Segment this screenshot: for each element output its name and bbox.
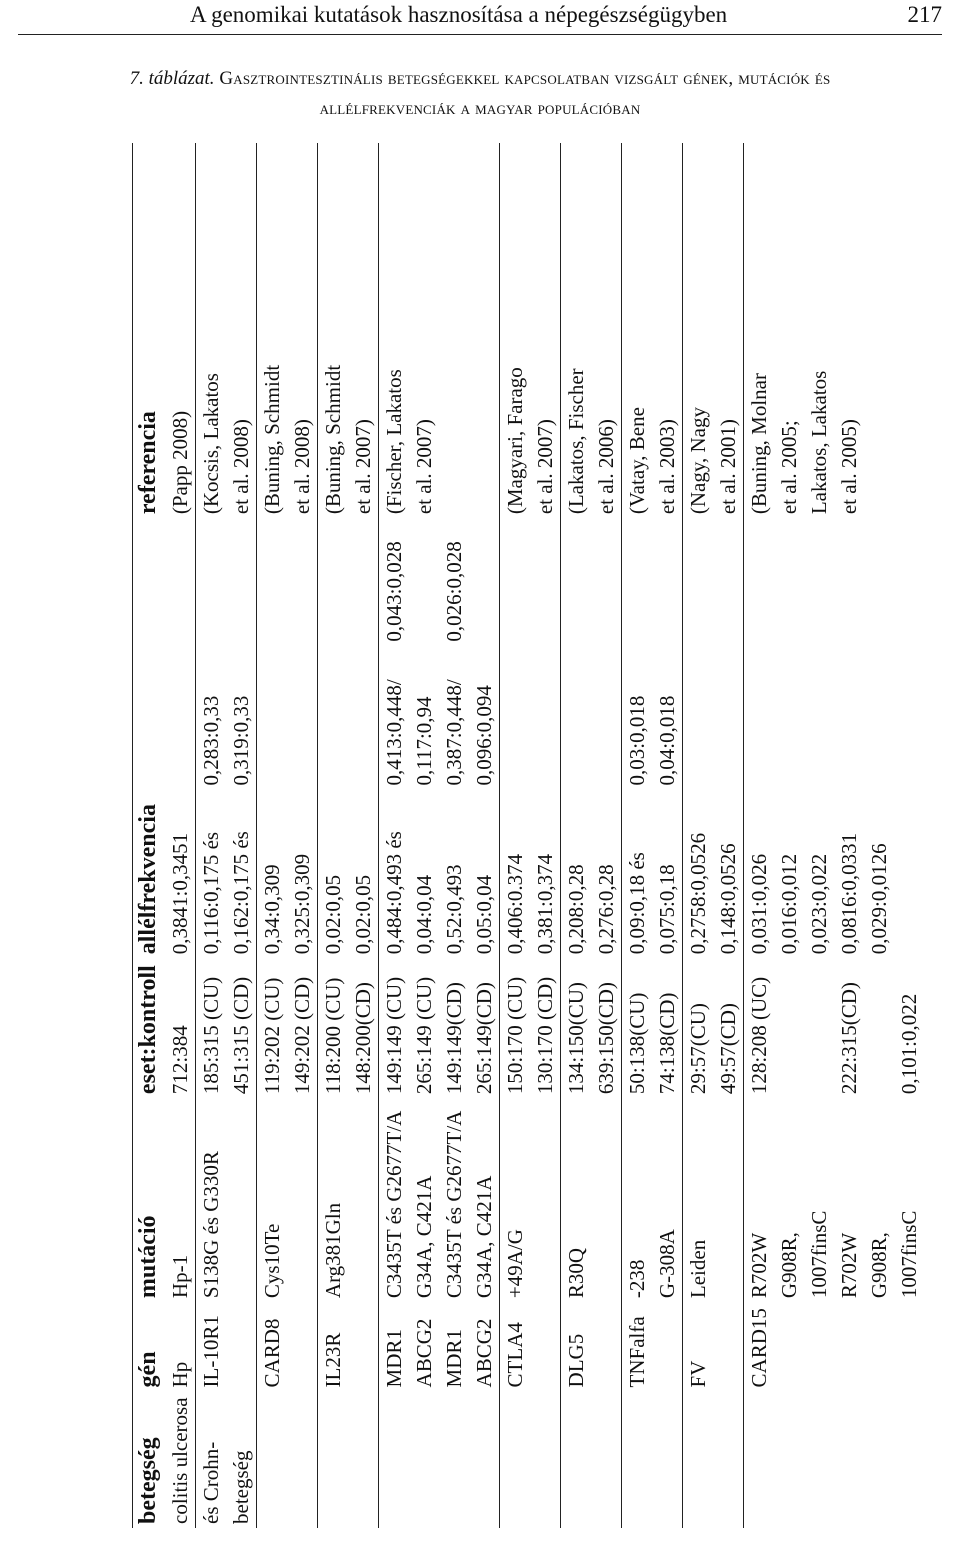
cell-text: 128:208 (UC) — [747, 976, 771, 1095]
cell-eset — [379, 958, 500, 1098]
cell-af2 — [165, 646, 196, 790]
table-row — [500, 143, 561, 1528]
cell-text: G908R, — [777, 1232, 801, 1299]
cell-text: 222:315(CD) — [837, 982, 861, 1095]
cell-eset — [683, 958, 744, 1098]
cell-af3 — [379, 518, 500, 645]
cell-text: (Nagy, Nagy — [686, 407, 710, 515]
caption-text-1: Gasztrointesztinális betegségekkel kapcsolatban vizsgált gének, mutációk és — [219, 68, 831, 89]
cell-ref — [165, 143, 196, 518]
cell-ref — [257, 143, 318, 518]
cell-af3 — [622, 518, 683, 645]
cell-af3 — [196, 518, 257, 645]
cell-eset — [744, 958, 925, 1098]
cell-text: (Magyari, Farago — [503, 367, 527, 515]
cell-betegseg — [379, 1391, 500, 1528]
cell-text: 0,023:0,022 — [807, 853, 831, 955]
cell-text: (Buning, Schmidt — [321, 364, 345, 515]
table-caption — [0, 64, 960, 124]
cell-text: 0,413:0,448/ — [382, 679, 406, 786]
cell-mutacio — [165, 1098, 196, 1302]
cell-text: 0,03:0,018 — [625, 695, 649, 786]
cell-text: (Vatay, Bene — [625, 407, 649, 515]
cell-text: G34A, C421A — [412, 1175, 436, 1299]
cell-text: 0,05:0,04 — [472, 874, 496, 955]
cell-text: et al. 2005) — [837, 419, 861, 515]
cell-text: 0,208:0,28 — [564, 864, 588, 955]
cell-text: R30Q — [564, 1247, 588, 1299]
cell-text: G908R, — [867, 1232, 891, 1299]
caption-text-2: allélfrekvenciák a magyar populációban — [319, 98, 641, 119]
cell-betegseg — [622, 1391, 683, 1528]
cell-text: IL-10R1 — [199, 1315, 223, 1388]
cell-text: 0,283:0,33 — [199, 695, 223, 786]
cell-text: 29:57(CU) — [686, 1003, 710, 1095]
cell-af2 — [744, 646, 925, 790]
cell-af1 — [744, 790, 925, 959]
cell-betegseg — [683, 1391, 744, 1528]
cell-text: ABCG2 — [412, 1318, 436, 1388]
cell-text — [469, 524, 499, 641]
cell-text: (Buning, Schmidt — [260, 364, 284, 515]
cell-text: Leiden — [686, 1239, 710, 1299]
cell-text: 0,02:0,05 — [321, 874, 345, 955]
cell-ref — [622, 143, 683, 518]
cell-text: 0,043:0,028 — [382, 541, 406, 642]
cell-text: 0,031:0,026 — [747, 853, 771, 955]
cell-text: S138G és G330R — [199, 1151, 223, 1299]
cell-text: colitis ulcerosa — [168, 1397, 192, 1524]
header-referencia: referencia — [135, 411, 161, 515]
header-empty-1 — [133, 646, 166, 790]
header-empty-2 — [133, 518, 166, 645]
cell-text: 639:150(CD) — [594, 982, 618, 1095]
cell-text: 0,162:0,175 és — [229, 831, 253, 955]
cell-text: et al. 2008) — [229, 419, 253, 515]
cell-text — [894, 796, 924, 955]
cell-text: 0,016:0,012 — [777, 853, 801, 955]
cell-mutacio — [379, 1098, 500, 1302]
cell-text: R702W — [747, 1232, 771, 1299]
cell-betegseg — [257, 1391, 318, 1528]
cell-eset — [622, 958, 683, 1098]
cell-text: 0,026:0,028 — [442, 541, 466, 642]
rotated-table-wrapper — [132, 143, 921, 1528]
cell-eset — [196, 958, 257, 1098]
cell-gen — [561, 1302, 622, 1391]
table-row — [379, 143, 500, 1528]
cell-mutacio — [744, 1098, 925, 1302]
cell-text: 74:138(CD) — [655, 992, 679, 1095]
cell-text: G34A, C421A — [472, 1175, 496, 1299]
cell-af2 — [379, 646, 500, 790]
cell-gen — [196, 1302, 257, 1391]
table-row — [683, 143, 744, 1528]
cell-text — [409, 524, 439, 641]
cell-text: 1007finsC — [897, 1210, 921, 1299]
table-row — [165, 143, 196, 1528]
cell-text: TNFalfa — [625, 1316, 649, 1388]
data-table — [132, 143, 924, 1528]
cell-gen — [622, 1302, 683, 1391]
cell-af3 — [500, 518, 561, 645]
cell-betegseg — [165, 1391, 196, 1528]
running-title: A genomikai kutatások hasznosítása a népegészségügyben — [190, 2, 728, 27]
cell-mutacio — [196, 1098, 257, 1302]
cell-gen — [379, 1302, 500, 1391]
header-eset-kontroll: eset:kontroll — [135, 965, 161, 1095]
table-row — [622, 143, 683, 1528]
cell-text: 0,3841:0,3451 — [168, 832, 192, 955]
cell-text: 134:150(CU) — [564, 982, 588, 1095]
cell-betegseg — [744, 1391, 925, 1528]
cell-af2 — [622, 646, 683, 790]
cell-text: 0,52:0,493 — [442, 864, 466, 955]
cell-text: 49:57(CD) — [716, 1003, 740, 1095]
cell-eset — [500, 958, 561, 1098]
cell-af1 — [196, 790, 257, 959]
cell-ref — [683, 143, 744, 518]
cell-text: Hp-1 — [168, 1254, 192, 1299]
cell-text: (Papp 2008) — [168, 410, 192, 515]
header-gen: gén — [135, 1351, 161, 1388]
cell-text: MDR1 — [442, 1329, 466, 1388]
cell-af3 — [683, 518, 744, 645]
cell-text: 50:138(CU) — [625, 992, 649, 1095]
cell-text: 130:170 (CD) — [533, 976, 557, 1095]
cell-text: 451:315 (CD) — [229, 976, 253, 1095]
cell-text: CARD8 — [260, 1318, 284, 1388]
cell-text: et al. 2003) — [655, 419, 679, 515]
cell-eset — [318, 958, 379, 1098]
cell-text: (Kocsis, Lakatos — [199, 373, 223, 515]
cell-mutacio — [257, 1098, 318, 1302]
table-row — [257, 143, 318, 1528]
cell-mutacio — [318, 1098, 379, 1302]
cell-text: CARD15 — [747, 1308, 771, 1388]
cell-text: ABCG2 — [472, 1318, 496, 1388]
cell-text: et al. 2008) — [290, 419, 314, 515]
cell-text: 0,34:0,309 — [260, 864, 284, 955]
cell-text: 0,117:0,94 — [412, 696, 436, 786]
cell-text: G-308A — [655, 1229, 679, 1299]
cell-text: 265:149(CD) — [472, 982, 496, 1095]
cell-ref — [561, 143, 622, 518]
header-betegseg: betegség — [135, 1437, 161, 1524]
cell-text: 0,04:0,04 — [412, 874, 436, 955]
cell-text: 0,276:0,28 — [594, 864, 618, 955]
cell-text: CTLA4 — [503, 1322, 527, 1388]
cell-text: Lakatos, Lakatos — [807, 370, 831, 515]
cell-text: Arg381Gln — [321, 1202, 345, 1299]
cell-text: 0,04:0,018 — [655, 695, 679, 786]
cell-af1 — [318, 790, 379, 959]
cell-text: MDR1 — [382, 1329, 406, 1388]
cell-text: 0,381:0,374 — [533, 853, 557, 955]
cell-af1 — [165, 790, 196, 959]
cell-af1 — [622, 790, 683, 959]
cell-af3 — [257, 518, 318, 645]
cell-text — [804, 964, 834, 1094]
cell-eset — [257, 958, 318, 1098]
cell-gen — [744, 1302, 925, 1391]
cell-text: IL23R — [321, 1332, 345, 1388]
cell-text: 0,484:0,493 és — [382, 831, 406, 955]
cell-text: (Buning, Molnar — [747, 373, 771, 515]
cell-betegseg — [500, 1391, 561, 1528]
cell-mutacio — [622, 1098, 683, 1302]
cell-mutacio — [500, 1098, 561, 1302]
cell-text: 0,116:0,175 és — [199, 831, 223, 955]
cell-af1 — [683, 790, 744, 959]
cell-ref — [500, 143, 561, 518]
cell-text: 0,09:0,18 és — [625, 852, 649, 955]
cell-text: et al. 2007) — [412, 419, 436, 515]
cell-af3 — [744, 518, 925, 645]
cell-af3 — [561, 518, 622, 645]
header-allelfrekvencia: allélfrekvencia — [135, 804, 161, 955]
cell-ref — [196, 143, 257, 518]
cell-betegseg — [318, 1391, 379, 1528]
cell-ref — [379, 143, 500, 518]
cell-mutacio — [683, 1098, 744, 1302]
cell-text: 149:202 (CD) — [290, 976, 314, 1095]
cell-af2 — [683, 646, 744, 790]
cell-af2 — [500, 646, 561, 790]
cell-text — [774, 964, 804, 1094]
cell-text: et al. 2006) — [594, 419, 618, 515]
header-rule — [18, 34, 942, 35]
cell-gen — [683, 1302, 744, 1391]
cell-text: 0,148:0,0526 — [716, 843, 740, 955]
cell-text: és Crohn- — [199, 1441, 223, 1524]
cell-text: et al. 2007) — [351, 419, 375, 515]
cell-text: 149:149 (CU) — [382, 976, 406, 1095]
cell-gen — [257, 1302, 318, 1391]
cell-betegseg — [561, 1391, 622, 1528]
cell-text: C3435T és G2677T/A — [382, 1110, 406, 1299]
cell-text: 0,101:0,022 — [897, 993, 921, 1095]
table-row — [318, 143, 379, 1528]
cell-text: 0,2758:0,0526 — [686, 832, 710, 955]
cell-af1 — [379, 790, 500, 959]
cell-af1 — [257, 790, 318, 959]
cell-text: et al. 2005; — [777, 420, 801, 515]
cell-text: betegség — [229, 1450, 253, 1524]
cell-eset — [561, 958, 622, 1098]
cell-af3 — [318, 518, 379, 645]
cell-text: 0,387:0,448/ — [442, 679, 466, 786]
cell-af2 — [257, 646, 318, 790]
cell-mutacio — [561, 1098, 622, 1302]
cell-gen — [318, 1302, 379, 1391]
header-mutacio: mutáció — [135, 1215, 161, 1299]
table-header-row — [133, 143, 166, 1528]
cell-text: -238 — [625, 1259, 649, 1299]
cell-text: R702W — [837, 1232, 861, 1299]
page-number: 217 — [907, 2, 942, 27]
cell-af2 — [561, 646, 622, 790]
table-row — [744, 143, 925, 1528]
cell-text: 0,029:0,0126 — [867, 843, 891, 955]
cell-text: 150:170 (CU) — [503, 976, 527, 1095]
cell-text: 149:149(CD) — [442, 982, 466, 1095]
cell-text: et al. 2007) — [533, 419, 557, 515]
cell-text: 119:202 (CU) — [260, 977, 284, 1095]
table-row — [561, 143, 622, 1528]
cell-betegseg — [196, 1391, 257, 1528]
cell-text: 0,319:0,33 — [229, 695, 253, 786]
cell-text: 148:200(CD) — [351, 982, 375, 1095]
cell-text: 185:315 (CU) — [199, 976, 223, 1095]
cell-text: 118:200 (CU) — [321, 977, 345, 1095]
cell-text: 0,0816:0,0331 — [837, 832, 861, 955]
cell-text: 0,02:0,05 — [351, 874, 375, 955]
cell-text: (Lakatos, Fischer — [564, 368, 588, 515]
cell-text: 0,096:0,094 — [472, 685, 496, 786]
cell-text: +49A/G — [503, 1229, 527, 1299]
cell-af3 — [165, 518, 196, 645]
cell-af1 — [500, 790, 561, 959]
cell-text — [864, 964, 894, 1094]
caption-line-1 — [0, 64, 960, 94]
cell-eset — [165, 958, 196, 1098]
cell-text: 265:149 (CU) — [412, 976, 436, 1095]
cell-af2 — [196, 646, 257, 790]
cell-ref — [318, 143, 379, 518]
table-row — [196, 143, 257, 1528]
cell-text: Hp — [168, 1361, 192, 1388]
table-body — [165, 143, 924, 1528]
cell-text: 712:384 — [168, 1025, 192, 1095]
cell-af1 — [561, 790, 622, 959]
cell-gen — [500, 1302, 561, 1391]
cell-gen — [165, 1302, 196, 1391]
caption-number: 7. táblázat. — [129, 68, 215, 89]
cell-text: FV — [686, 1360, 710, 1388]
cell-af2 — [318, 646, 379, 790]
cell-text: 0,075:0,18 — [655, 864, 679, 955]
cell-text: et al. 2001) — [716, 419, 740, 515]
cell-text: DLG5 — [564, 1333, 588, 1388]
cell-text: 1007finsC — [807, 1210, 831, 1299]
cell-text: 0,325:0,309 — [290, 853, 314, 955]
cell-text: (Fischer, Lakatos — [382, 369, 406, 515]
cell-ref — [744, 143, 925, 518]
running-header — [0, 0, 960, 36]
cell-text: C3435T és G2677T/A — [442, 1110, 466, 1299]
cell-text: Cys10Te — [260, 1223, 284, 1299]
cell-text: 0,406:0.374 — [503, 853, 527, 955]
